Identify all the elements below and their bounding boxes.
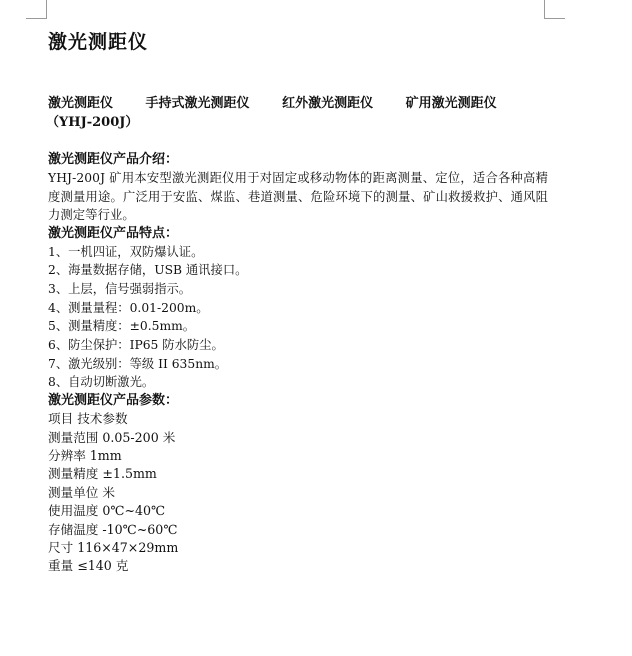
features-heading: 激光测距仪产品特点： (48, 225, 179, 241)
list-item: 存储温度 -10℃~60℃ (48, 521, 178, 537)
keyword-item: 红外激光测距仪 (282, 96, 374, 111)
list-item: 测量单位 米 (48, 484, 115, 500)
list-item: 使用温度 0℃~40℃ (48, 503, 166, 519)
list-item: 尺寸 116×47×29mm (48, 539, 179, 555)
list-item: 测量精度 ±1.5mm (48, 466, 157, 482)
keyword-item: 矿用激光测距仪 (405, 96, 497, 111)
intro-heading: 激光测距仪产品介绍： (48, 152, 179, 167)
keyword-line (48, 94, 548, 132)
page-corner-mark-right (544, 0, 565, 19)
list-item: 3、上层，信号强弱指示。 (48, 281, 192, 296)
model-number: （YHJ-200J） (46, 115, 139, 130)
list-item: 分辨率 1mm (48, 447, 122, 463)
keyword-item: 手持式激光测距仪 (145, 96, 250, 111)
list-item: 5、测量精度：±0.5mm。 (48, 319, 196, 334)
list-item: 2、海量数据存储，USB 通讯接口。 (48, 263, 248, 278)
page-corner-mark-left (26, 0, 47, 19)
intro-paragraph: YHJ-200J 矿用本安型激光测距仪用于对固定或移动物体的距离测量、定位，适合各种高精度测量用途。广泛用于安监、煤监、巷道测量、危险环境下的测量、矿山救援救护、通风阻力测定等行业。 (48, 171, 548, 222)
list-item: 重量 ≤140 克 (48, 558, 129, 574)
features-list (48, 243, 548, 393)
list-item: 1、一机四证，双防爆认证。 (48, 244, 204, 259)
list-item: 8、自动切断激光。 (48, 375, 155, 390)
list-item: 7、激光级别：等级 II 635nm。 (48, 356, 228, 371)
document-title: 激光测距仪 (48, 31, 149, 53)
params-list (48, 410, 548, 576)
list-item: 6、防尘保护：IP65 防水防尘。 (48, 338, 224, 353)
list-item: 测量范围 0.05-200 米 (48, 429, 176, 445)
keyword-item: 激光测距仪 (48, 96, 114, 111)
document-body (48, 30, 548, 576)
list-item: 项目 技术参数 (48, 411, 128, 427)
params-heading: 激光测距仪产品参数： (48, 393, 179, 409)
list-item: 4、测量量程：0.01-200m。 (48, 300, 209, 315)
